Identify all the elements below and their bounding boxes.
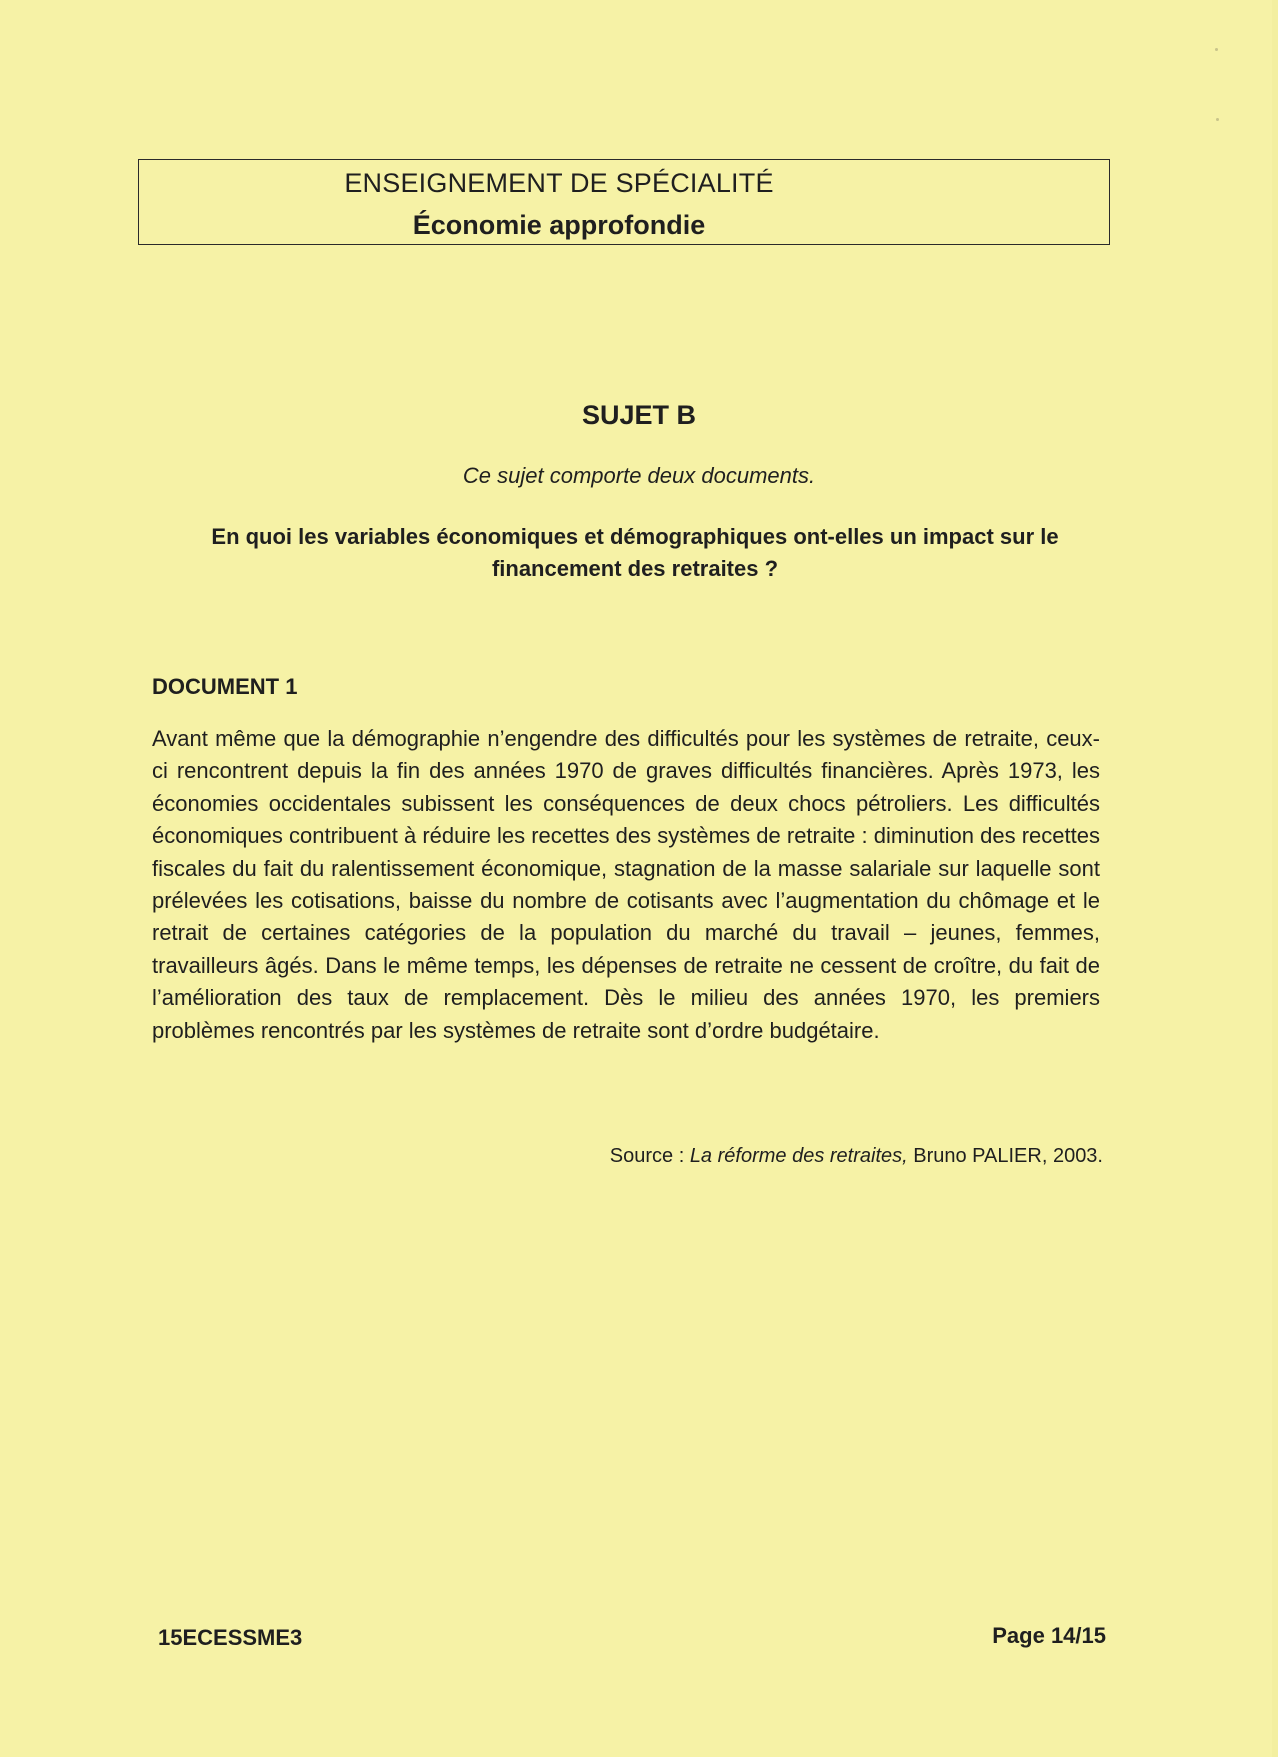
header-box [138,159,1110,245]
scan-speck [1216,118,1219,121]
header-subtitle: Économie approfondie [412,210,706,240]
header-title: ENSEIGNEMENT DE SPÉCIALITÉ [344,168,774,198]
subject-title: SUJET B [581,400,697,430]
document-heading: DOCUMENT 1 [152,674,298,699]
subject-note: Ce sujet comporte deux documents. [462,463,816,488]
source-prefix: Source : [609,1145,690,1167]
source-title: La réforme des retraites, [689,1145,908,1167]
source-suffix: Bruno PALIER, 2003. [907,1145,1103,1167]
document-text: Avant même que la démographie n’engendre des difficultés pour les systèmes de retraite, ceux-ci rencontrent depuis la fin des années 1970 de graves difficultés financières. Après 1973, les économies occidentales subissent les conséquences de deux chocs pétroliers. Les difficultés économiques contribuent à réduire les recettes des systèmes de retraite : diminution des recettes fiscales du fait du ralentissement économique, stagnation de la masse salariale sur laquelle sont prélevées les cotisations, baisse du nombre de cotisants avec l’augmentation du chômage et le retrait de certaines catégories de la population du marché du travail – jeunes, femmes, travailleurs âgés. Dans le même temps, les dépenses de retraite ne cessent de croître, du fait de l’amélioration des taux de remplacement. Dès le milieu des années 1970, les premiers problèmes rencontrés par les systèmes de retraite sont d’ordre budgétaire. [152,726,1100,1043]
page-number: Page 14/15 [992,1623,1106,1648]
page-edge [1272,0,1278,1757]
exam-code: 15ECESSME3 [158,1625,303,1650]
scan-speck [1215,48,1218,51]
document-source [610,1145,1103,1168]
subject-question: En quoi les variables économiques et démographiques ont-elles un impact sur le financement des retraites ? [211,524,1059,581]
